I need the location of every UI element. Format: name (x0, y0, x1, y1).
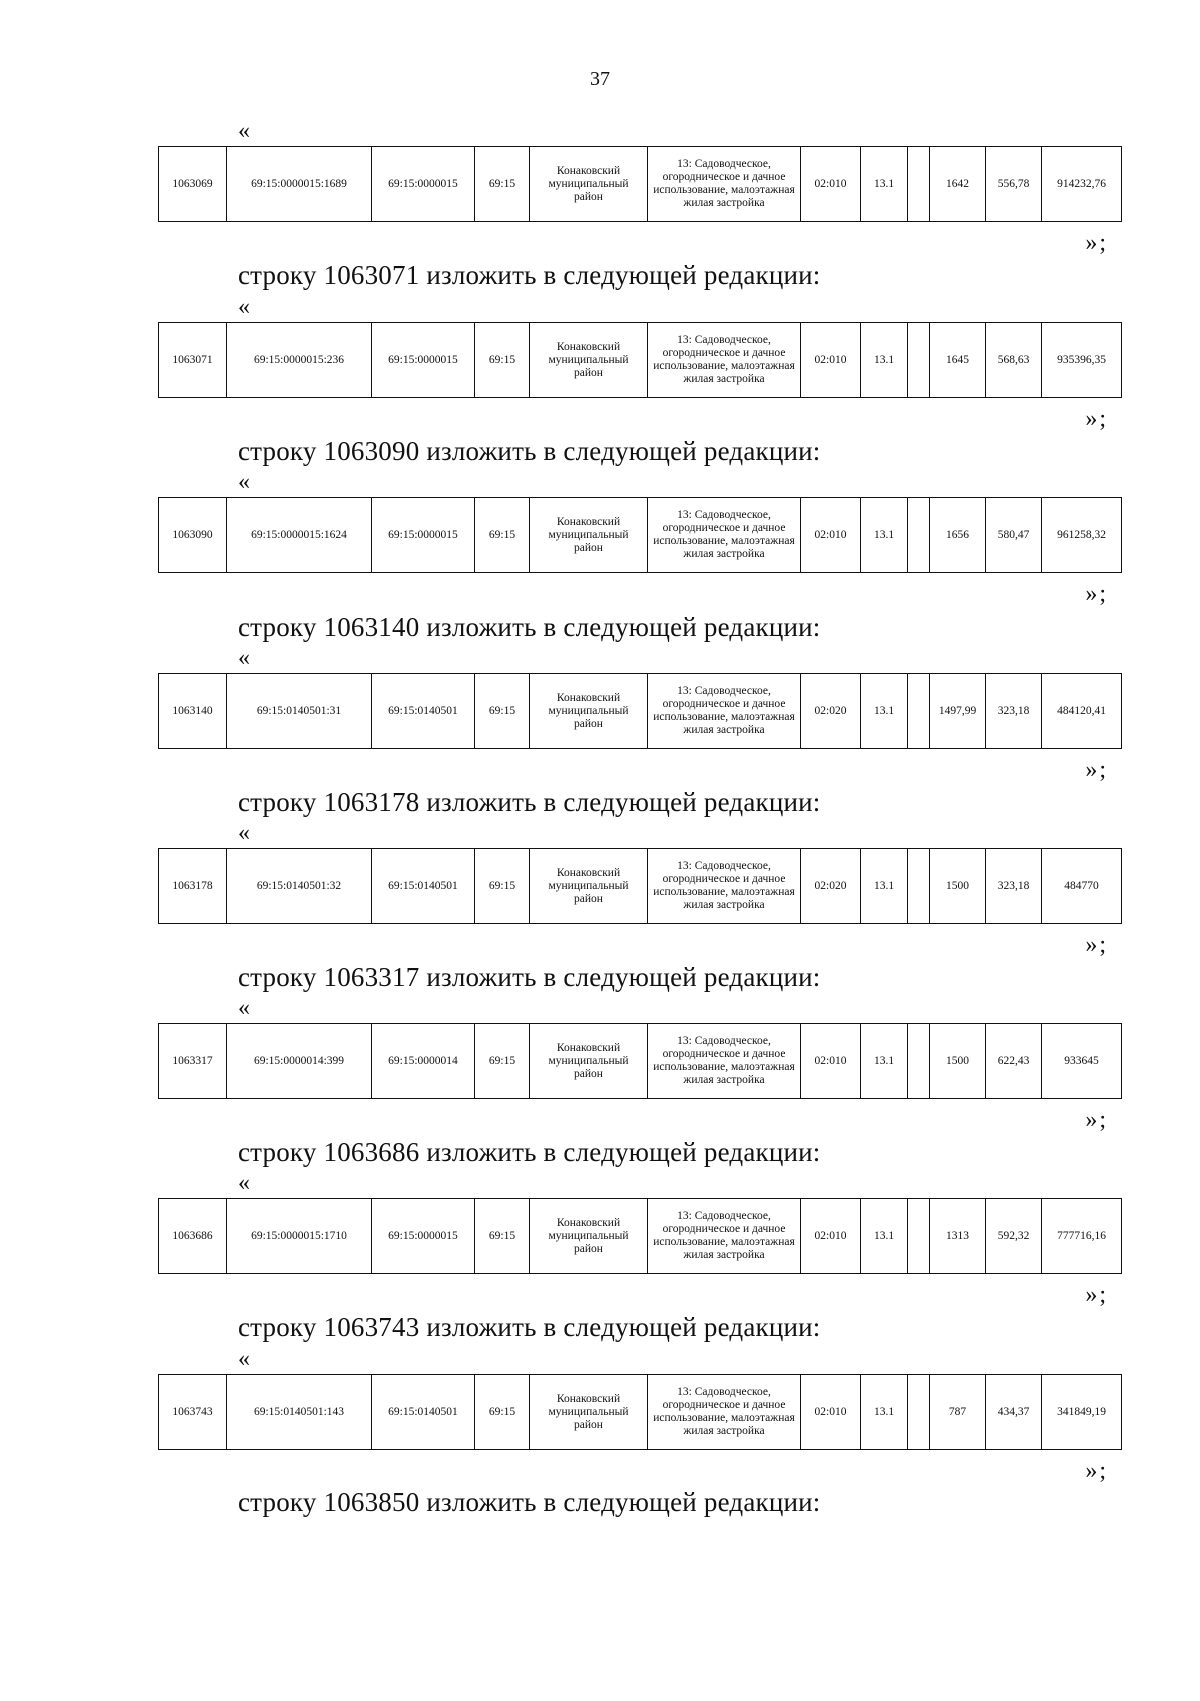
closing-quote: »; (1085, 1107, 1108, 1133)
row-id-cell: 1063090 (159, 498, 227, 573)
row-id-cell: 1063140 (159, 674, 227, 749)
cadastral-value-cell: 935396,35 (1042, 323, 1122, 398)
district-code-cell: 69:15 (475, 1375, 530, 1450)
opening-quote: « (238, 1346, 250, 1372)
zone-cell: 02:010 (801, 498, 861, 573)
group-cell: 13.1 (861, 674, 908, 749)
cadastral-number-cell: 69:15:0000015:1689 (227, 147, 372, 222)
land-use-cell: 13: Садоводческое, огородническое и дачное использование, малоэтажная жилая застройка (648, 849, 801, 924)
closing-quote: »; (1085, 757, 1108, 783)
empty-cell (908, 1375, 930, 1450)
cadastral-value-cell: 484120,41 (1042, 674, 1122, 749)
zone-cell: 02:010 (801, 147, 861, 222)
area-cell: 1656 (930, 498, 986, 573)
cadastral-number-cell: 69:15:0140501:31 (227, 674, 372, 749)
land-plot-table (158, 673, 1122, 749)
amendment-instruction: строку 1063850 изложить в следующей редакции: (238, 1487, 821, 1517)
zone-cell: 02:020 (801, 674, 861, 749)
closing-quote: »; (1085, 230, 1108, 256)
group-cell: 13.1 (861, 498, 908, 573)
municipality-cell: Конаковский муниципальный район (530, 849, 648, 924)
municipality-cell: Конаковский муниципальный район (530, 674, 648, 749)
opening-quote: « (238, 469, 250, 495)
area-cell: 787 (930, 1375, 986, 1450)
group-cell: 13.1 (861, 147, 908, 222)
table-row (159, 323, 1122, 398)
row-id-cell: 1063071 (159, 323, 227, 398)
district-code-cell: 69:15 (475, 498, 530, 573)
row-id-cell: 1063317 (159, 1024, 227, 1099)
cadastral-number-cell: 69:15:0000014:399 (227, 1024, 372, 1099)
land-use-cell: 13: Садоводческое, огородническое и дачное использование, малоэтажная жилая застройка (648, 674, 801, 749)
land-use-cell: 13: Садоводческое, огородническое и дачное использование, малоэтажная жилая застройка (648, 147, 801, 222)
district-code-cell: 69:15 (475, 674, 530, 749)
cadastral-number-cell: 69:15:0000015:1624 (227, 498, 372, 573)
land-use-cell: 13: Садоводческое, огородническое и дачное использование, малоэтажная жилая застройка (648, 498, 801, 573)
land-plot-table (158, 1374, 1122, 1450)
area-cell: 1500 (930, 849, 986, 924)
land-plot-table (158, 146, 1122, 222)
specific-value-cell: 622,43 (986, 1024, 1042, 1099)
closing-quote: »; (1085, 1282, 1108, 1308)
amendment-instruction: строку 1063071 изложить в следующей редакции: (238, 260, 821, 290)
amendment-instruction: строку 1063317 изложить в следующей редакции: (238, 962, 821, 992)
cadastral-value-cell: 933645 (1042, 1024, 1122, 1099)
closing-quote: »; (1085, 581, 1108, 607)
land-use-cell: 13: Садоводческое, огородническое и дачное использование, малоэтажная жилая застройка (648, 1199, 801, 1274)
land-plot-table (158, 322, 1122, 398)
group-cell: 13.1 (861, 1375, 908, 1450)
cadastral-quarter-cell: 69:15:0000015 (372, 147, 475, 222)
cadastral-value-cell: 777716,16 (1042, 1199, 1122, 1274)
land-plot-table (158, 848, 1122, 924)
opening-quote: « (238, 995, 250, 1021)
land-use-cell: 13: Садоводческое, огородническое и дачное использование, малоэтажная жилая застройка (648, 1024, 801, 1099)
amendment-instruction: строку 1063743 изложить в следующей редакции: (238, 1312, 821, 1342)
district-code-cell: 69:15 (475, 849, 530, 924)
cadastral-value-cell: 484770 (1042, 849, 1122, 924)
municipality-cell: Конаковский муниципальный район (530, 147, 648, 222)
table-row (159, 1199, 1122, 1274)
table-row (159, 849, 1122, 924)
table-row (159, 1375, 1122, 1450)
zone-cell: 02:010 (801, 1375, 861, 1450)
land-use-cell: 13: Садоводческое, огородническое и дачное использование, малоэтажная жилая застройка (648, 323, 801, 398)
cadastral-quarter-cell: 69:15:0000014 (372, 1024, 475, 1099)
municipality-cell: Конаковский муниципальный район (530, 1199, 648, 1274)
row-id-cell: 1063743 (159, 1375, 227, 1450)
table-row (159, 674, 1122, 749)
opening-quote: « (238, 820, 250, 846)
cadastral-value-cell: 961258,32 (1042, 498, 1122, 573)
area-cell: 1497,99 (930, 674, 986, 749)
empty-cell (908, 498, 930, 573)
specific-value-cell: 556,78 (986, 147, 1042, 222)
land-plot-table (158, 497, 1122, 573)
empty-cell (908, 1199, 930, 1274)
empty-cell (908, 849, 930, 924)
amendment-instruction: строку 1063090 изложить в следующей редакции: (238, 436, 821, 466)
area-cell: 1645 (930, 323, 986, 398)
group-cell: 13.1 (861, 323, 908, 398)
cadastral-number-cell: 69:15:0000015:236 (227, 323, 372, 398)
district-code-cell: 69:15 (475, 1199, 530, 1274)
district-code-cell: 69:15 (475, 323, 530, 398)
empty-cell (908, 674, 930, 749)
district-code-cell: 69:15 (475, 147, 530, 222)
opening-quote: « (238, 294, 250, 320)
row-id-cell: 1063069 (159, 147, 227, 222)
zone-cell: 02:020 (801, 849, 861, 924)
land-use-cell: 13: Садоводческое, огородническое и дачное использование, малоэтажная жилая застройка (648, 1375, 801, 1450)
group-cell: 13.1 (861, 849, 908, 924)
zone-cell: 02:010 (801, 1024, 861, 1099)
closing-quote: »; (1085, 932, 1108, 958)
row-id-cell: 1063178 (159, 849, 227, 924)
cadastral-quarter-cell: 69:15:0140501 (372, 1375, 475, 1450)
page-number: 37 (590, 68, 610, 90)
row-id-cell: 1063686 (159, 1199, 227, 1274)
specific-value-cell: 323,18 (986, 849, 1042, 924)
cadastral-number-cell: 69:15:0140501:143 (227, 1375, 372, 1450)
specific-value-cell: 323,18 (986, 674, 1042, 749)
table-row (159, 147, 1122, 222)
district-code-cell: 69:15 (475, 1024, 530, 1099)
cadastral-value-cell: 914232,76 (1042, 147, 1122, 222)
table-row (159, 1024, 1122, 1099)
empty-cell (908, 1024, 930, 1099)
specific-value-cell: 592,32 (986, 1199, 1042, 1274)
closing-quote: »; (1085, 1458, 1108, 1484)
land-plot-table (158, 1198, 1122, 1274)
amendment-instruction: строку 1063178 изложить в следующей редакции: (238, 787, 821, 817)
land-plot-table (158, 1023, 1122, 1099)
municipality-cell: Конаковский муниципальный район (530, 498, 648, 573)
cadastral-quarter-cell: 69:15:0140501 (372, 674, 475, 749)
empty-cell (908, 147, 930, 222)
cadastral-quarter-cell: 69:15:0000015 (372, 323, 475, 398)
table-row (159, 498, 1122, 573)
municipality-cell: Конаковский муниципальный район (530, 1024, 648, 1099)
empty-cell (908, 323, 930, 398)
amendment-instruction: строку 1063686 изложить в следующей редакции: (238, 1137, 821, 1167)
zone-cell: 02:010 (801, 323, 861, 398)
opening-quote: « (238, 645, 250, 671)
cadastral-quarter-cell: 69:15:0000015 (372, 498, 475, 573)
cadastral-value-cell: 341849,19 (1042, 1375, 1122, 1450)
amendment-instruction: строку 1063140 изложить в следующей редакции: (238, 612, 821, 642)
specific-value-cell: 434,37 (986, 1375, 1042, 1450)
cadastral-quarter-cell: 69:15:0000015 (372, 1199, 475, 1274)
opening-quote: « (238, 118, 250, 144)
municipality-cell: Конаковский муниципальный район (530, 323, 648, 398)
cadastral-quarter-cell: 69:15:0140501 (372, 849, 475, 924)
specific-value-cell: 580,47 (986, 498, 1042, 573)
specific-value-cell: 568,63 (986, 323, 1042, 398)
group-cell: 13.1 (861, 1024, 908, 1099)
municipality-cell: Конаковский муниципальный район (530, 1375, 648, 1450)
area-cell: 1642 (930, 147, 986, 222)
opening-quote: « (238, 1170, 250, 1196)
area-cell: 1500 (930, 1024, 986, 1099)
zone-cell: 02:010 (801, 1199, 861, 1274)
cadastral-number-cell: 69:15:0140501:32 (227, 849, 372, 924)
area-cell: 1313 (930, 1199, 986, 1274)
group-cell: 13.1 (861, 1199, 908, 1274)
closing-quote: »; (1085, 406, 1108, 432)
cadastral-number-cell: 69:15:0000015:1710 (227, 1199, 372, 1274)
